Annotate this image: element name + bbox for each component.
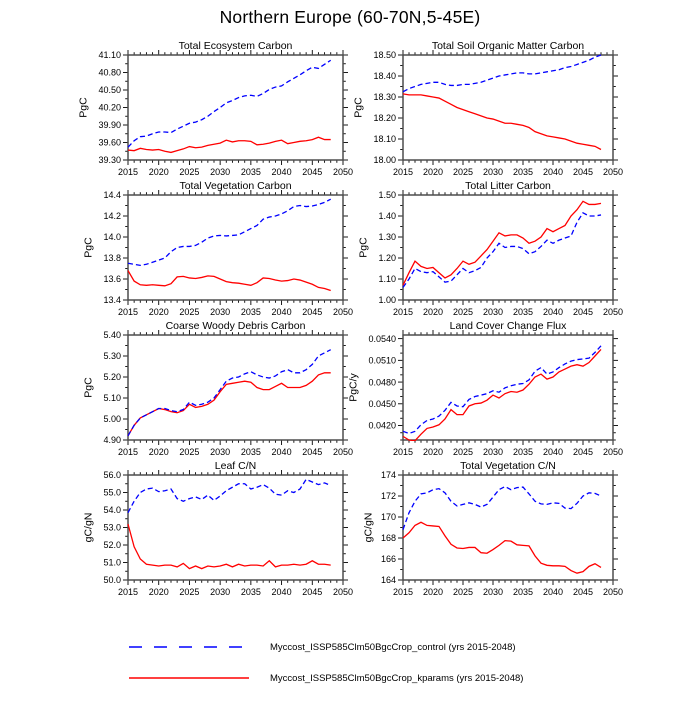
subplot-title: Total Vegetation C/N [460,460,556,472]
kparams-line [403,94,601,150]
y-tick-label: 0.0480 [368,377,396,388]
y-tick-label: 40.50 [98,85,121,96]
x-tick-label: 2025 [179,447,200,457]
plot-frame [128,475,343,580]
x-tick-label: 2020 [422,447,444,457]
x-tick-label: 2025 [452,167,474,177]
legend-label-control: Myccost_ISSP585Clm50BgcCrop_control (yrs 2015-2048) [270,641,516,653]
axis-ticks [123,470,348,585]
kparams-line [128,271,331,291]
x-tick-label: 2025 [452,587,474,597]
kparams-line [128,524,331,569]
x-tick-label: 2040 [271,307,292,317]
x-tick-label: 2035 [240,307,261,317]
axis-ticks [123,330,348,445]
y-axis-label: PgC [82,377,95,398]
y-tick-label: 18.00 [373,155,396,166]
x-tick-label: 2015 [392,587,414,597]
x-tick-label: 2030 [482,167,504,177]
plot-frame [403,335,613,440]
x-tick-label: 2020 [422,587,444,597]
y-tick-label: 53.0 [103,522,121,533]
x-tick-label: 2045 [572,447,594,457]
x-tick-label: 2020 [148,447,169,457]
y-tick-label: 0.0540 [368,333,396,344]
subplot-title: Coarse Woody Debris Carbon [165,320,306,332]
y-tick-label: 50.0 [103,575,121,586]
y-tick-label: 5.10 [103,393,121,404]
plot-frame [403,475,613,580]
y-tick-label: 18.10 [373,134,396,145]
control-line [128,60,331,147]
x-tick-label: 2045 [572,587,594,597]
figure-title: Northern Europe (60-70N,5-45E) [219,7,481,27]
control-line [403,346,601,434]
x-tick-label: 2050 [602,587,624,597]
y-tick-label: 1.50 [378,190,396,201]
y-tick-label: 170 [380,512,396,523]
subplot-title: Total Litter Carbon [465,180,551,192]
x-tick-label: 2015 [392,167,414,177]
y-tick-label: 39.90 [98,120,121,131]
x-tick-label: 2020 [148,307,169,317]
control-line [403,487,601,530]
x-tick-label: 2040 [542,167,564,177]
x-tick-label: 2015 [117,447,139,457]
axis-ticks [398,50,618,165]
x-tick-label: 2030 [210,587,231,597]
x-tick-label: 2050 [332,447,354,457]
x-tick-label: 2025 [452,447,474,457]
y-axis-label: gC/gN [82,512,95,543]
legend [128,641,523,703]
y-tick-label: 5.30 [103,351,121,362]
x-tick-label: 2035 [512,447,534,457]
y-tick-label: 14.4 [103,190,121,201]
kparams-line [128,137,331,152]
legend-line-kparams [128,674,250,682]
x-tick-label: 2050 [332,167,354,177]
y-tick-label: 0.0420 [368,420,396,431]
subplot-leaf-c-n [83,460,353,597]
y-axis-label: PgC [352,97,365,118]
subplot-title: Total Soil Organic Matter Carbon [431,40,585,52]
subplot-land-cover-change-flux [347,320,623,457]
y-tick-label: 18.30 [373,92,396,103]
x-tick-label: 2045 [302,167,323,177]
y-axis-label: PgC [77,97,90,118]
axis-ticks [123,190,348,305]
y-tick-label: 14.0 [103,232,121,243]
subplot-total-vegetation-c-n [363,460,623,597]
subplot-total-litter-carbon [358,180,623,317]
x-tick-label: 2020 [148,587,169,597]
x-tick-label: 2040 [542,587,564,597]
x-tick-label: 2045 [572,307,594,317]
x-tick-label: 2035 [240,167,261,177]
y-tick-label: 1.30 [378,232,396,243]
control-line [403,55,601,92]
y-tick-label: 5.20 [103,372,121,383]
y-tick-label: 174 [380,470,396,481]
x-tick-label: 2050 [602,167,624,177]
plot-frame [403,195,613,300]
y-tick-label: 54.0 [103,505,121,516]
control-line [128,350,331,436]
y-tick-label: 52.0 [103,540,121,551]
axis-ticks [398,470,618,585]
y-tick-label: 18.50 [373,50,396,61]
x-tick-label: 2030 [482,447,504,457]
x-tick-label: 2030 [210,307,231,317]
plot-frame [128,335,343,440]
subplot-title: Land Cover Change Flux [449,320,567,332]
x-tick-label: 2030 [482,307,504,317]
kparams-line [403,349,601,440]
x-tick-label: 2045 [302,587,323,597]
x-tick-label: 2050 [332,587,354,597]
x-tick-label: 2020 [422,307,444,317]
y-tick-label: 40.80 [98,67,121,78]
x-tick-label: 2025 [179,587,200,597]
x-tick-label: 2030 [482,587,504,597]
x-tick-label: 2020 [422,167,444,177]
subplot-total-vegetation-carbon [83,180,353,317]
x-tick-label: 2050 [602,447,624,457]
y-tick-label: 5.40 [103,330,121,341]
y-tick-label: 56.0 [103,470,121,481]
y-tick-label: 172 [380,491,396,502]
y-tick-label: 164 [380,575,396,586]
x-tick-label: 2015 [392,447,414,457]
y-axis-label: gC/gN [362,512,375,543]
y-tick-label: 18.40 [373,71,396,82]
kparams-line [128,373,331,436]
x-tick-label: 2045 [572,167,594,177]
x-tick-label: 2040 [271,167,292,177]
y-tick-label: 1.20 [378,253,396,264]
x-tick-label: 2050 [332,307,354,317]
x-tick-label: 2030 [210,167,231,177]
y-tick-label: 0.0450 [368,398,396,409]
y-tick-label: 18.20 [373,113,396,124]
x-tick-label: 2015 [117,167,139,177]
x-tick-label: 2045 [302,447,323,457]
axis-ticks [398,190,618,305]
control-line [128,479,331,512]
y-tick-label: 1.40 [378,211,396,222]
legend-label-kparams: Myccost_ISSP585Clm50BgcCrop_kparams (yrs 2015-2048) [270,672,524,684]
y-tick-label: 39.30 [98,155,121,166]
plot-frame [128,55,343,160]
x-tick-label: 2015 [392,307,414,317]
y-tick-label: 13.8 [103,253,121,264]
legend-item-kparams [128,672,523,684]
kparams-line [403,201,601,285]
y-tick-label: 5.00 [103,414,121,425]
x-tick-label: 2035 [512,307,534,317]
x-tick-label: 2040 [271,447,292,457]
x-tick-label: 2030 [210,447,231,457]
y-axis-label: PgC/y [347,373,360,402]
x-tick-label: 2050 [602,307,624,317]
y-tick-label: 13.6 [103,274,121,285]
x-tick-label: 2045 [302,307,323,317]
x-tick-label: 2035 [240,447,261,457]
y-tick-label: 168 [380,533,396,544]
y-tick-label: 13.4 [103,295,121,306]
y-tick-label: 1.00 [378,295,396,306]
legend-line-control [128,643,250,651]
x-tick-label: 2040 [542,447,564,457]
x-tick-label: 2015 [117,307,139,317]
y-tick-label: 4.90 [103,435,121,446]
y-axis-label: PgC [82,237,95,258]
subplot-total-soil-organic-matter-carbon [353,40,624,177]
subplot-total-ecosystem-carbon [78,40,354,177]
control-line [128,199,331,265]
subplot-coarse-woody-debris-carbon [83,320,353,457]
control-line [403,213,601,288]
x-tick-label: 2035 [240,587,261,597]
subplot-title: Total Vegetation Carbon [179,180,292,192]
subplot-title: Total Ecosystem Carbon [178,40,293,52]
x-tick-label: 2040 [271,587,292,597]
y-tick-label: 39.60 [98,137,121,148]
x-tick-label: 2035 [512,587,534,597]
y-tick-label: 14.2 [103,211,121,222]
y-tick-label: 51.0 [103,557,121,568]
kparams-line [403,522,601,573]
x-tick-label: 2020 [148,167,169,177]
y-tick-label: 55.0 [103,487,121,498]
legend-item-control [128,641,523,653]
y-tick-label: 0.0510 [368,355,396,366]
x-tick-label: 2015 [117,587,139,597]
x-tick-label: 2025 [179,307,200,317]
y-tick-label: 166 [380,554,396,565]
x-tick-label: 2025 [452,307,474,317]
y-axis-label: PgC [357,237,370,258]
y-tick-label: 40.20 [98,102,121,113]
x-tick-label: 2035 [512,167,534,177]
y-tick-label: 1.10 [378,274,396,285]
x-tick-label: 2025 [179,167,200,177]
x-tick-label: 2040 [542,307,564,317]
y-tick-label: 41.10 [98,50,121,61]
subplot-title: Leaf C/N [214,460,257,472]
